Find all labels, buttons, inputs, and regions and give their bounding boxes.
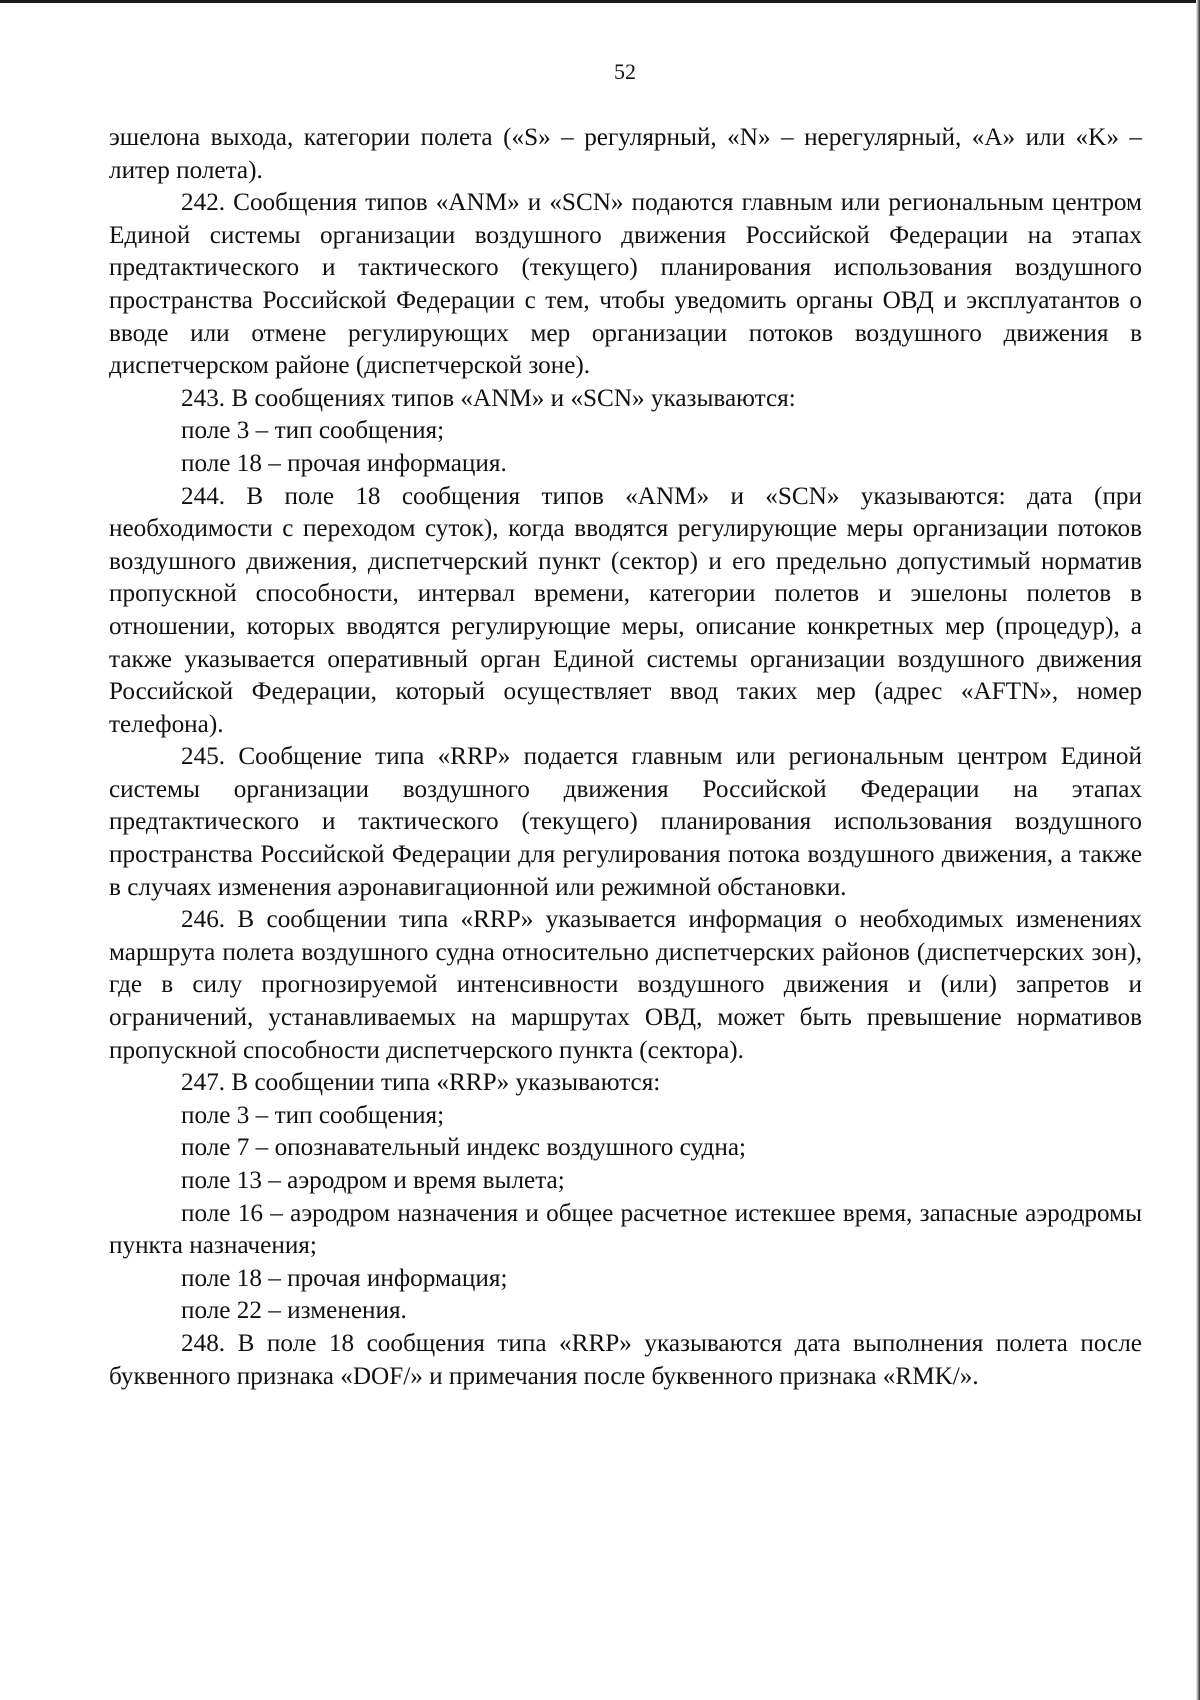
paragraph-246: 246. В сообщении типа «RRP» указывается информация о необходимых изменениях маршрута полета воздушного судна относительно диспетчерских районов (диспетчерских зон), где в силу прогнозируемой интенсивности воздушного движения и (или) запретов и ограничений, устанавливаемых на маршрутах ОВД, может быть превышение нормативов пропускной способности диспетчерского пункта (сектора).	[109, 906, 1142, 1064]
list-item-field-3: поле 3 – тип сообщения;	[181, 417, 445, 445]
paragraph-243: 243. В сообщениях типов «ANM» и «SCN» указываются:	[181, 384, 796, 412]
list-item-field-13: поле 13 – аэродром и время вылета;	[181, 1167, 565, 1194]
paragraph-242: 242. Сообщения типов «ANM» и «SCN» подаются главным или региональным центром Единой системы организации воздушного движения Российской Федерации на этапах предтактического и тактического (текущего) планирования использования воздушного пространства Российской Федерации с тем, чтобы уведомить органы ОВД и эксплуатантов о вводе или отмене регулирующих мер организации потоков воздушного движения в диспетчерском районе (диспетчерской зоне).	[109, 189, 1142, 380]
list-item-field-3: поле 3 – тип сообщения;	[181, 1101, 445, 1129]
paragraph-248: 248. В поле 18 сообщения типа «RRP» указываются дата выполнения полета после буквенного признака «DOF/» и примечания после буквенного признака «RMK/».	[109, 1329, 1142, 1390]
list-item-field-22: поле 22 – изменения.	[181, 1297, 407, 1325]
paragraph-245: 245. Сообщение типа «RRP» подается главным или региональным центром Единой системы организации воздушного движения Российской Федерации на этапах предтактического и тактического (текущего) планирования использования воздушного пространства Российской Федерации для регулирования потока воздушного движения, а также в случаях изменения аэронавигационной или режимной обстановки.	[109, 743, 1142, 901]
page-body	[109, 122, 1142, 1393]
paragraph-244: 244. В поле 18 сообщения типов «ANM» и «SCN» указываются: дата (при необходимости с переходом суток), когда вводятся регулирующие меры организации потоков воздушного движения, диспетчерский пункт (сектор) и его предельно допустимый норматив пропускной способности, интервал времени, категории полетов и эшелоны полетов в отношении, которых вводятся регулирующие меры, описание конкретных мер (процедур), а также указывается оперативный орган Единой системы организации воздушного движения Российской Федерации, который осуществляет ввод таких мер (адрес «AFTN», номер телефона).	[109, 482, 1142, 738]
paragraph-247: 247. В сообщении типа «RRP» указываются:	[181, 1069, 661, 1097]
list-item-field-16: поле 16 – аэродром назначения и общее расчетное истекшее время, запасные аэродромы пункта назначения;	[109, 1199, 1142, 1260]
page-number: 52	[614, 59, 636, 84]
list-item-field-7: поле 7 – опознавательный индекс воздушного судна;	[181, 1134, 746, 1162]
scan-edge-top	[0, 0, 1200, 3]
scan-edge-right	[1196, 0, 1200, 1700]
list-item-field-18: поле 18 – прочая информация.	[181, 449, 507, 477]
paragraph-continuation: эшелона выхода, категории полета («S» – регулярный, «N» – нерегулярный, «A» или «K» – литер полета).	[109, 124, 1142, 184]
list-item-field-18: поле 18 – прочая информация;	[181, 1264, 508, 1292]
